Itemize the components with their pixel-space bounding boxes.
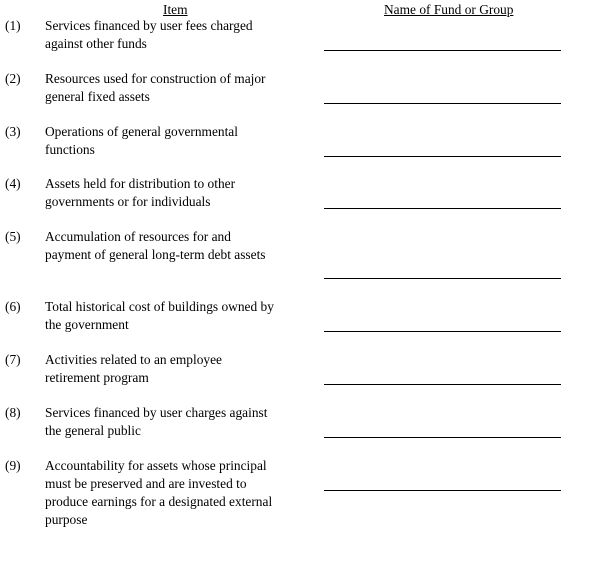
item-column-header: Item: [163, 2, 188, 17]
item-description: [45, 123, 320, 159]
item-description-line: Services financed by user fees charged: [45, 18, 253, 33]
item-description-line: Assets held for distribution to other: [45, 176, 236, 191]
item-description-line: retirement program: [45, 370, 149, 385]
item-number: (8): [5, 405, 21, 420]
item-description-line: against other funds: [45, 36, 147, 51]
fund-answer-line[interactable]: [324, 384, 561, 385]
item-description-line: Resources used for construction of major: [45, 71, 266, 86]
item-description-line: Activities related to an employee: [45, 352, 222, 367]
item-description: [45, 70, 320, 106]
item-description: [45, 351, 320, 387]
item-description-line: functions: [45, 142, 95, 157]
fund-answer-line[interactable]: [324, 278, 561, 279]
fund-answer-line[interactable]: [324, 331, 561, 332]
fund-answer-line[interactable]: [324, 103, 561, 104]
item-description: [45, 404, 320, 440]
item-description: [45, 457, 320, 529]
fund-answer-line[interactable]: [324, 490, 561, 491]
item-number: (7): [5, 352, 21, 367]
item-description-line: produce earnings for a designated external: [45, 494, 273, 509]
item-number: (3): [5, 124, 21, 139]
item-description-line: payment of general long-term debt assets: [45, 247, 266, 262]
item-description-line: must be preserved and are invested to: [45, 476, 247, 491]
item-description-line: the government: [45, 317, 129, 332]
item-number: (6): [5, 299, 21, 314]
item-description-line: Accountability for assets whose principal: [45, 458, 267, 473]
fund-answer-line[interactable]: [324, 156, 561, 157]
fund-answer-line[interactable]: [324, 208, 561, 209]
item-description-line: Operations of general governmental: [45, 124, 238, 139]
item-number: (9): [5, 458, 21, 473]
item-number: (1): [5, 18, 21, 33]
item-description-line: Accumulation of resources for and: [45, 229, 231, 244]
item-description: [45, 175, 320, 211]
item-number: (4): [5, 176, 21, 191]
item-number: (5): [5, 229, 21, 244]
item-description-line: purpose: [45, 512, 88, 527]
item-description-line: Total historical cost of buildings owned by: [45, 299, 274, 314]
item-description: [45, 17, 320, 53]
item-number: (2): [5, 71, 21, 86]
fund-answer-line[interactable]: [324, 50, 561, 51]
item-description: [45, 298, 320, 334]
item-description-line: governments or for individuals: [45, 194, 211, 209]
fund-column-header: Name of Fund or Group: [384, 2, 514, 17]
item-description-line: Services financed by user charges against: [45, 405, 268, 420]
item-description: [45, 228, 320, 264]
fund-answer-line[interactable]: [324, 437, 561, 438]
item-description-line: the general public: [45, 423, 141, 438]
item-description-line: general fixed assets: [45, 89, 150, 104]
